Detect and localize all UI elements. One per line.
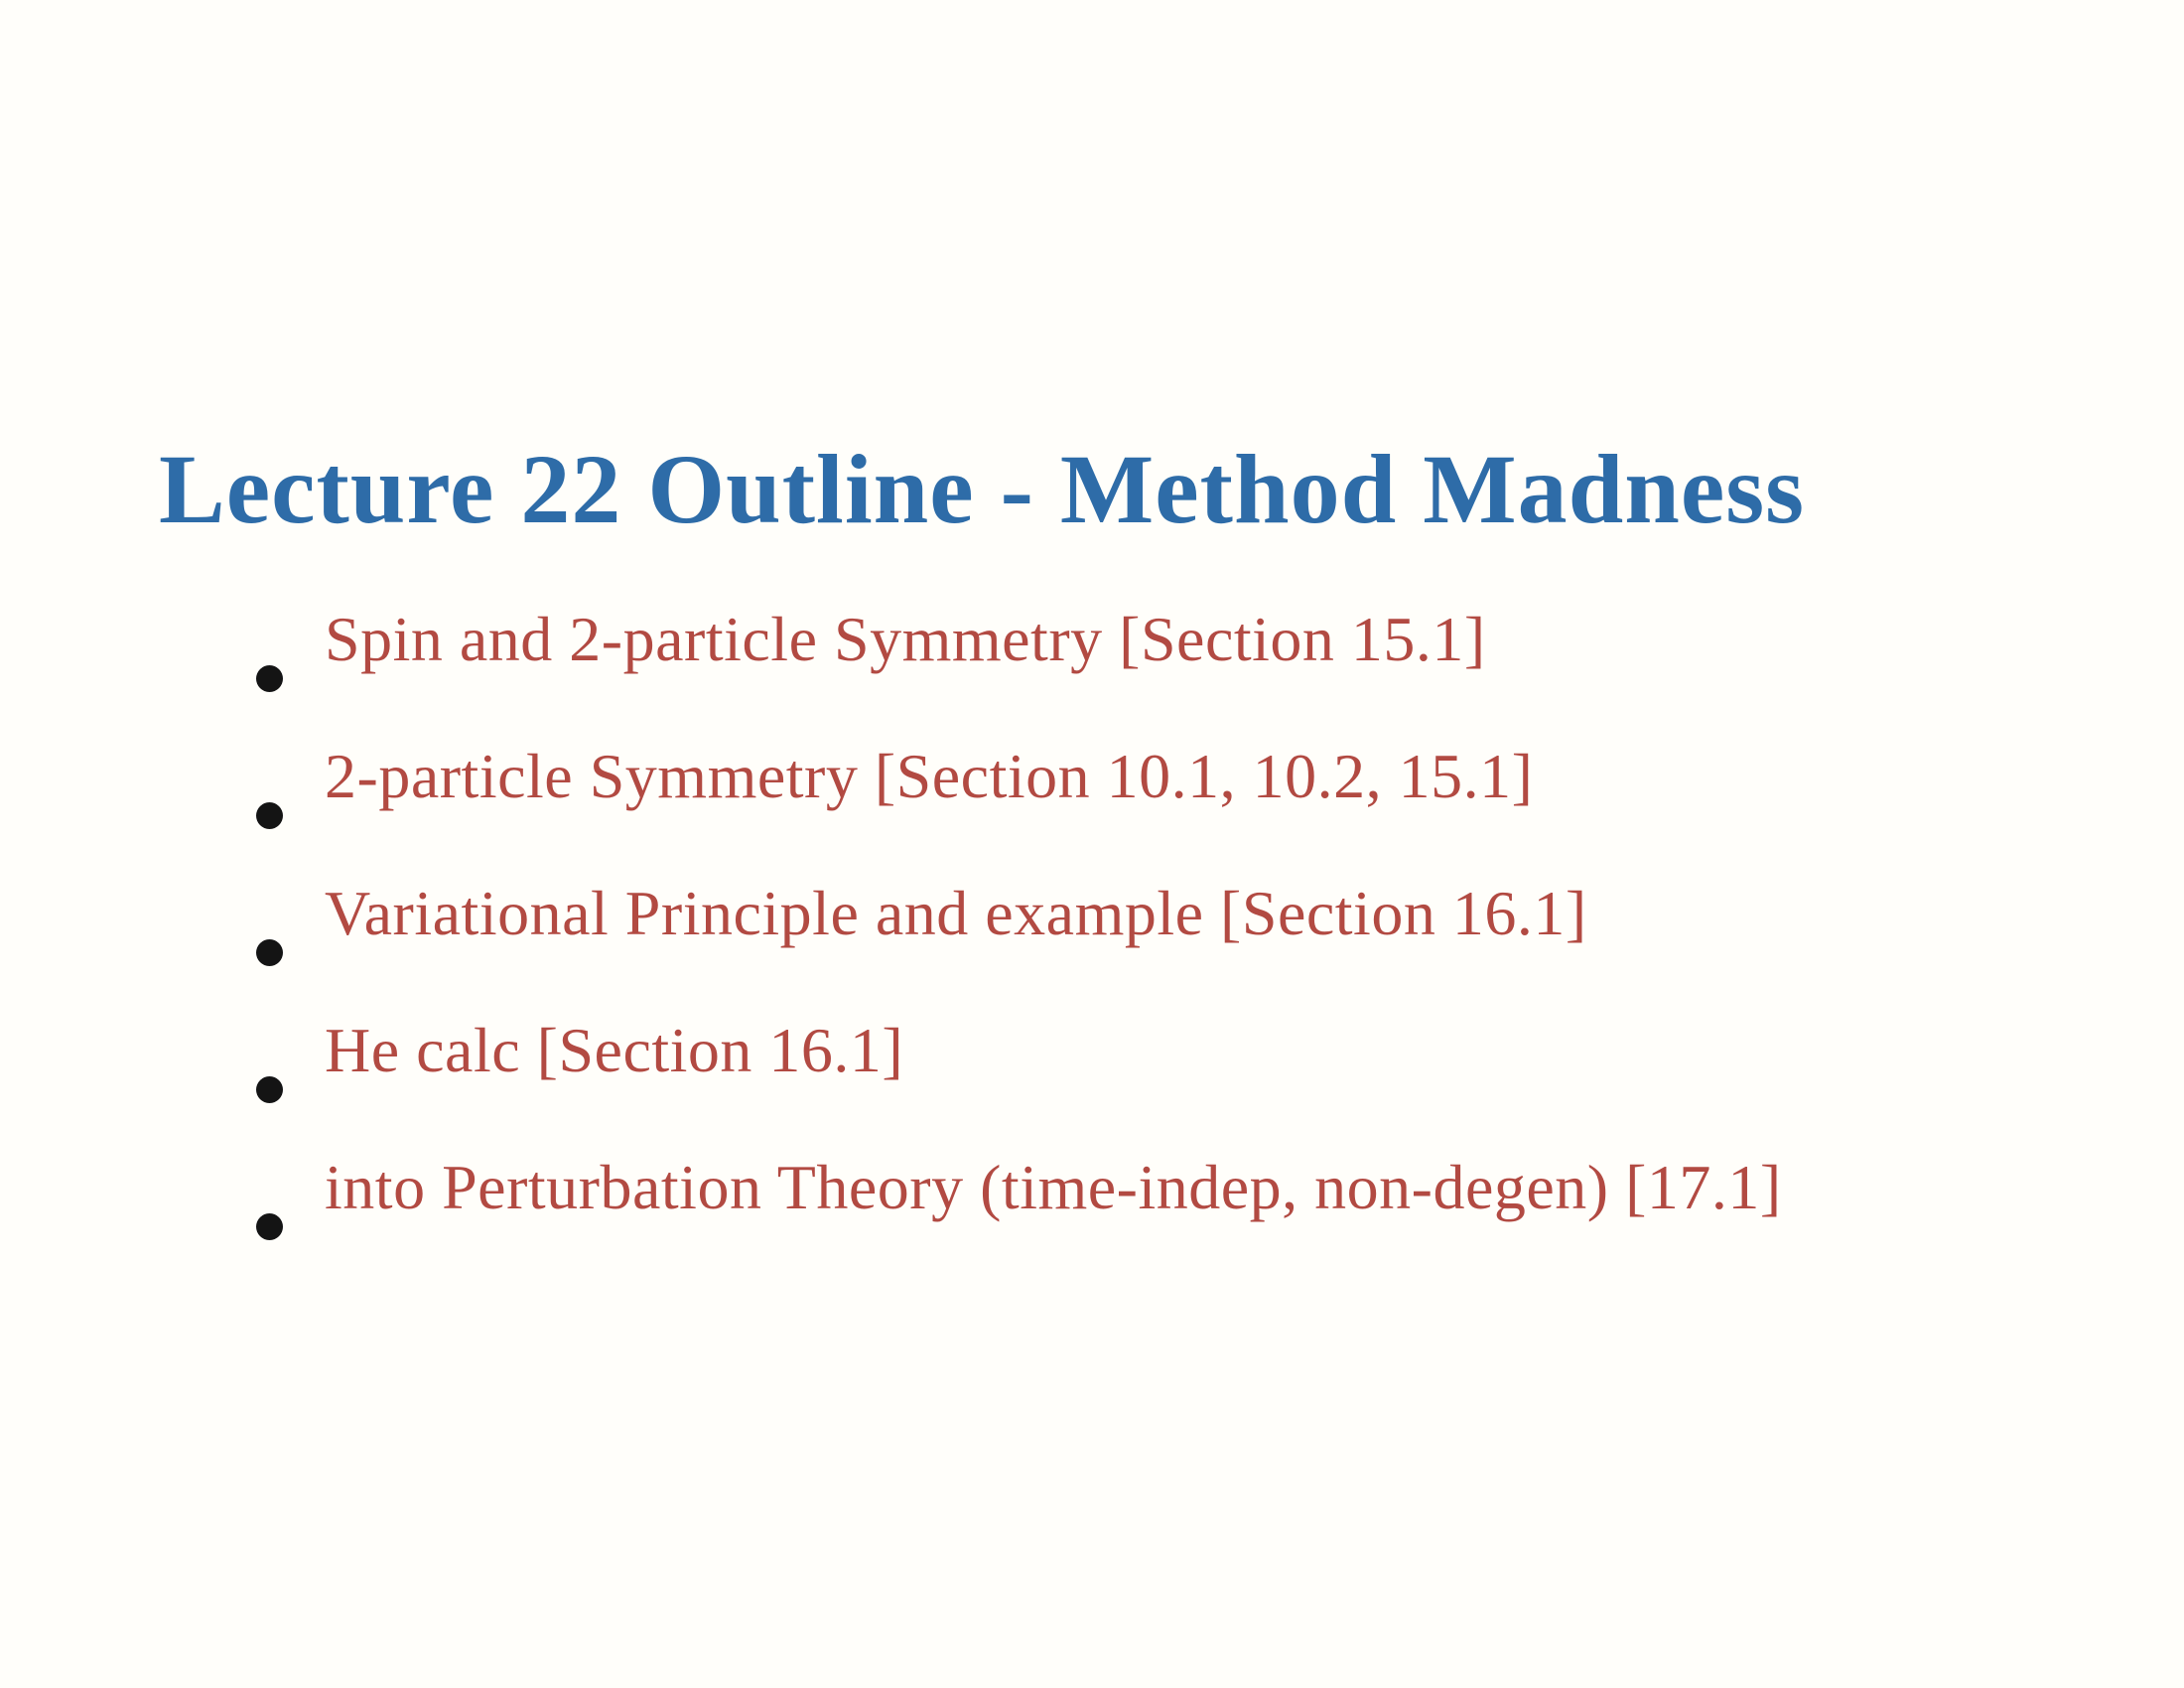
outline-item-text: He calc [Section 16.1] — [325, 1015, 904, 1085]
outline-item — [256, 878, 1782, 1019]
bullet-icon — [256, 939, 283, 966]
bullet-icon — [256, 802, 283, 829]
outline-item-text: Variational Principle and example [Section 16.1] — [325, 878, 1587, 948]
outline-item-text: into Perturbation Theory (time-indep, non-degen) [17.1] — [325, 1152, 1782, 1222]
outline-item — [256, 1015, 1782, 1156]
outline-list — [256, 604, 1782, 1293]
outline-item — [256, 604, 1782, 745]
bullet-icon — [256, 665, 283, 692]
outline-item-text: 2-particle Symmetry [Section 10.1, 10.2, 15.1] — [325, 741, 1534, 811]
outline-item — [256, 741, 1782, 882]
outline-item-text: Spin and 2-particle Symmetry [Section 15.1] — [325, 604, 1486, 674]
bullet-icon — [256, 1213, 283, 1240]
slide-title: Lecture 22 Outline - Method Madness — [159, 434, 1806, 544]
bullet-icon — [256, 1076, 283, 1103]
outline-item — [256, 1152, 1782, 1293]
